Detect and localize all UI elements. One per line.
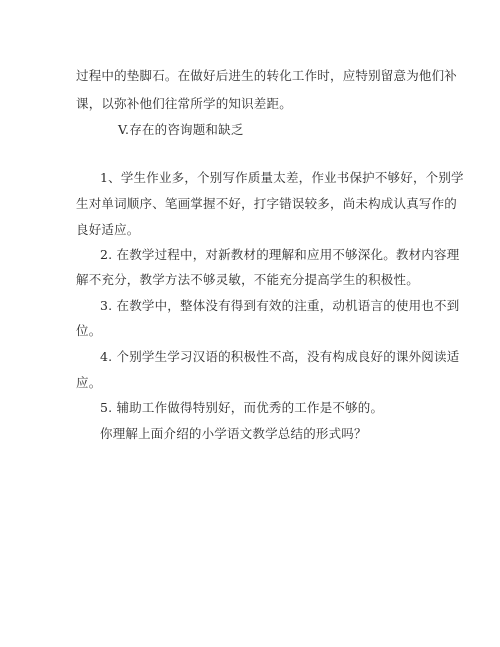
paragraph-line: 1、学生作业多，个别写作质量太差，作业书保护不够好，个别学	[100, 170, 464, 185]
paragraph-line: 应。	[76, 375, 102, 390]
paragraph-line: 2. 在教学过程中，对新教材的理解和应用不够深化。教材内容理	[100, 247, 460, 262]
paragraph-line: 课，以弥补他们往常所学的知识差距。	[76, 96, 292, 111]
paragraph-line: 4. 个别学生学习汉语的积极性不高，没有构成良好的课外阅读适	[100, 349, 460, 364]
paragraph-line: 5. 辅助工作做得特别好，而优秀的工作是不够的。	[100, 400, 384, 415]
paragraph-line: 解不充分，教学方法不够灵敏，不能充分提高学生的积极性。	[76, 272, 419, 287]
paragraph-line: 生对单词顺序、笔画掌握不好，打字错误较多，尚未构成认真写作的	[76, 196, 458, 211]
section-heading: V.存在的咨询题和缺乏	[118, 122, 244, 137]
paragraph-line: 3. 在教学中，整体没有得到有效的注重，动机语言的使用也不到	[100, 298, 460, 313]
paragraph-line: 你理解上面介绍的小学语文教学总结的形式吗？	[100, 426, 367, 441]
paragraph-line: 过程中的垫脚石。在做好后进生的转化工作时，应特别留意为他们补	[76, 68, 458, 83]
paragraph-line: 位。	[76, 323, 102, 338]
paragraph-line: 良好适应。	[76, 222, 140, 237]
